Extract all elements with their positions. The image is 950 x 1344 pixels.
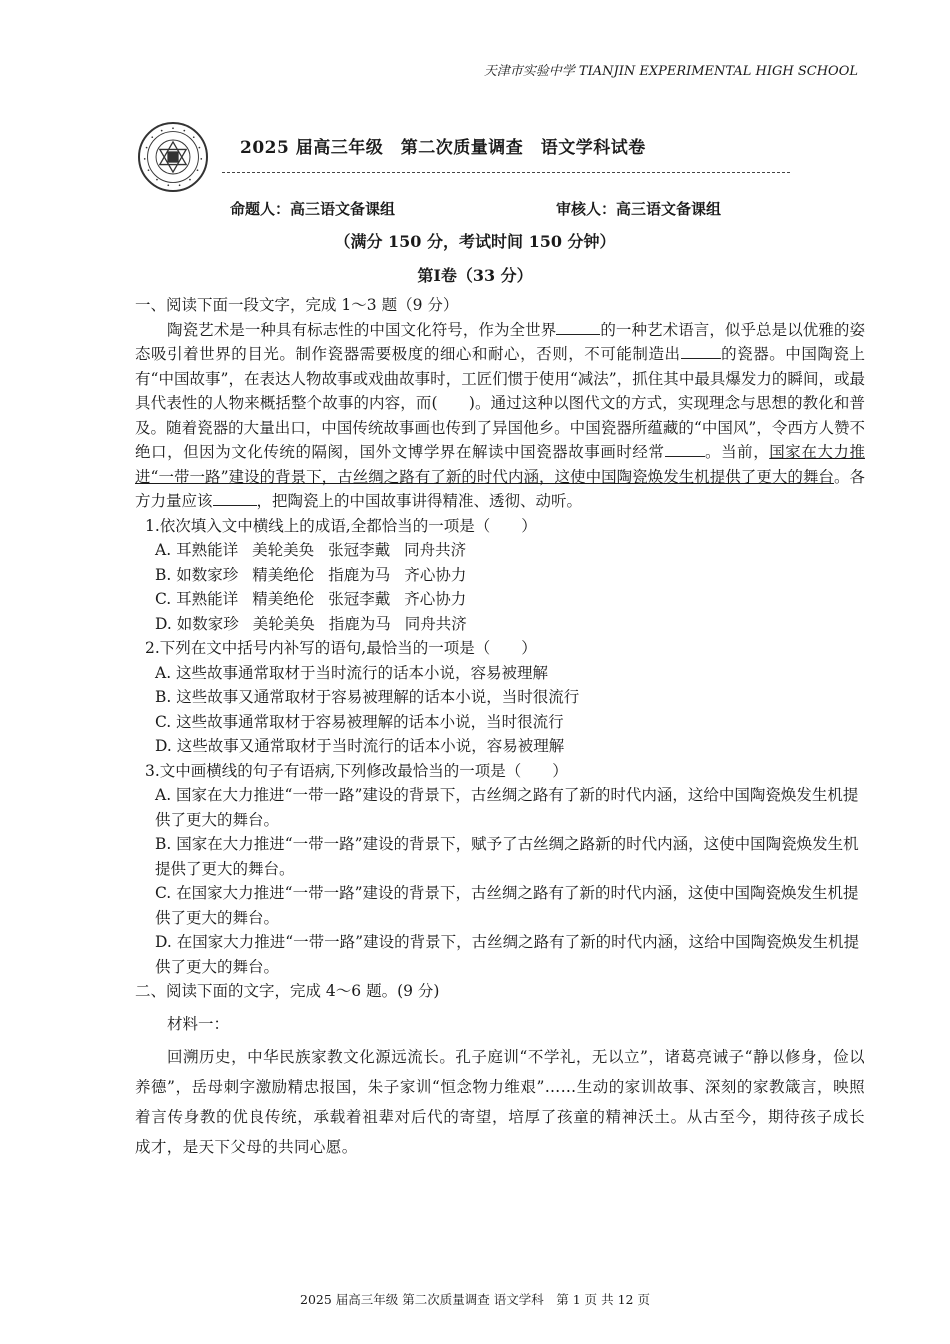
q1-option-c: C. 耳熟能详 精美绝伦 张冠李戴 齐心协力 [155, 590, 467, 608]
q1-option-b: B. 如数家珍 精美绝伦 指鹿为马 齐心协力 [155, 565, 467, 584]
passage-text: ，把陶瓷上的中国故事讲得精准、透彻、动听。 [256, 492, 583, 510]
q2-option-d: D. 这些故事又通常取材于当时流行的话本小说，容易被理解 [155, 737, 565, 755]
question-3-stem: 3.文中画横线的句子有语病,下列修改最恰当的一项是（ ） [145, 761, 568, 780]
page-footer: 2025 届高三年级 第二次质量调查 语文学科 第 1 页 共 12 页 [300, 1292, 650, 1307]
passage-text: 的一种艺术语言，似乎总是以优雅的姿态吸引着世界的目光。制作瓷器需要极度的细心和耐心，否则，不可能制造出 [135, 320, 865, 363]
q3-option-c: C. 在国家大力推进“一带一路”建设的背景下，古丝绸之路有了新的时代内涵，这使中国陶瓷焕发生机提供了更大的舞台。 [155, 884, 859, 927]
reviewer-line: 审核人：高三语文备课组 [556, 200, 722, 218]
school-seal-logo [138, 122, 208, 192]
section1-heading: 一、阅读下面一段文字，完成 1～3 题（9 分） [135, 296, 459, 314]
q3-option-b: B. 国家在大力推进“一带一路”建设的背景下，赋予了古丝绸之路新的时代内涵，这使中国陶瓷焕发生机提供了更大的舞台。 [155, 835, 859, 878]
seal-emblem-icon [140, 124, 206, 190]
question-1-stem: 1.依次填入文中横线上的成语,全都恰当的一项是（ ） [145, 516, 537, 535]
q3-option-d: D. 在国家大力推进“一带一路”建设的背景下，古丝绸之路有了新的时代内涵，这给中国陶瓷焕发生机提供了更大的舞台。 [155, 933, 860, 976]
exam-title: 2025 届高三年级 第二次质量调查 语文学科试卷 [240, 138, 646, 158]
q2-option-c: C. 这些故事通常取材于容易被理解的话本小说，当时很流行 [155, 712, 564, 731]
q1-option-a: A. 耳熟能详 美轮美奂 张冠李戴 同舟共济 [155, 541, 467, 559]
q1-option-d: D. 如数家珍 美轮美奂 指鹿为马 同舟共济 [155, 614, 467, 633]
title-divider [222, 172, 790, 173]
answer-blank [213, 489, 257, 506]
q2-option-b: B. 这些故事又通常取材于容易被理解的话本小说，当时很流行 [155, 688, 580, 706]
q3-option-a: A. 国家在大力推进“一带一路”建设的背景下，古丝绸之路有了新的时代内涵，这给中国陶瓷焕发生机提供了更大的舞台。 [155, 786, 859, 829]
answer-blank [556, 318, 600, 335]
q2-option-a: A. 这些故事通常取材于当时流行的话本小说，容易被理解 [155, 663, 549, 682]
question-2-stem: 2.下列在文中括号内补写的语句,最恰当的一项是（ ） [145, 639, 537, 657]
section2-heading: 二、阅读下面的文字，完成 4～6 题。(9 分) [135, 982, 440, 1000]
score-info: （满分 150 分，考试时间 150 分钟） [334, 232, 616, 251]
answer-blank [665, 440, 705, 457]
material-paragraph: 回溯历史，中华民族家教文化源远流长。孔子庭训“不学礼，无以立”，诸葛亮诫子“静以修身，俭以养德”，岳母刺字激励精忠报国，朱子家训“恒念物力维艰”……生动的家训故事、深刻的家教箴言，映照着言传身教的优良传统，承载着祖辈对后代的寄望，培厚了孩童的精神沃土。从古至今，期待孩子成长成才，是天下父母的共同心愿。 [135, 1048, 865, 1156]
passage-text: 陶瓷艺术是一种具有标志性的中国文化符号，作为全世界 [167, 320, 557, 339]
material-label: 材料一： [167, 1014, 230, 1033]
passage-paragraph [135, 318, 865, 514]
proposer-line: 命题人：高三语文备课组 [230, 200, 396, 218]
volume-heading: 第Ⅰ卷（33 分） [417, 266, 533, 285]
school-name-header: 天津市实验中学 TIANJIN EXPERIMENTAL HIGH SCHOOL [483, 64, 858, 79]
exam-body [135, 293, 865, 1162]
passage-text: 。当前， [704, 443, 770, 461]
passage-text: 的瓷器。中国陶瓷上有“中国故事”，在表达人物故事或戏曲故事时，工匠们惯于使用“减法”，抓住其中最具爆发力的瞬间，或最具代表性的人物来概括整个故事的内容，而( )。通过这种以图代文的方式，实现理念与思想的教化和普及。随着瓷器的大量出口，中国传统故事画也传到了异国他乡。中国瓷器所蕴藏的“中国风”，令西方人赞不绝口，但因为文化传统的隔阂，国外文博学界在解读中国瓷器故事画时经常 [135, 345, 865, 461]
underlined-sentence: 国家在大力推进“一带一路”建设的背景下，古丝绸之路有了新的时代内涵，这使中国陶瓷焕发生机提供了更大的舞台 [135, 443, 865, 486]
answer-blank [681, 342, 721, 359]
passage-text: 。各方力量应该 [135, 467, 865, 510]
